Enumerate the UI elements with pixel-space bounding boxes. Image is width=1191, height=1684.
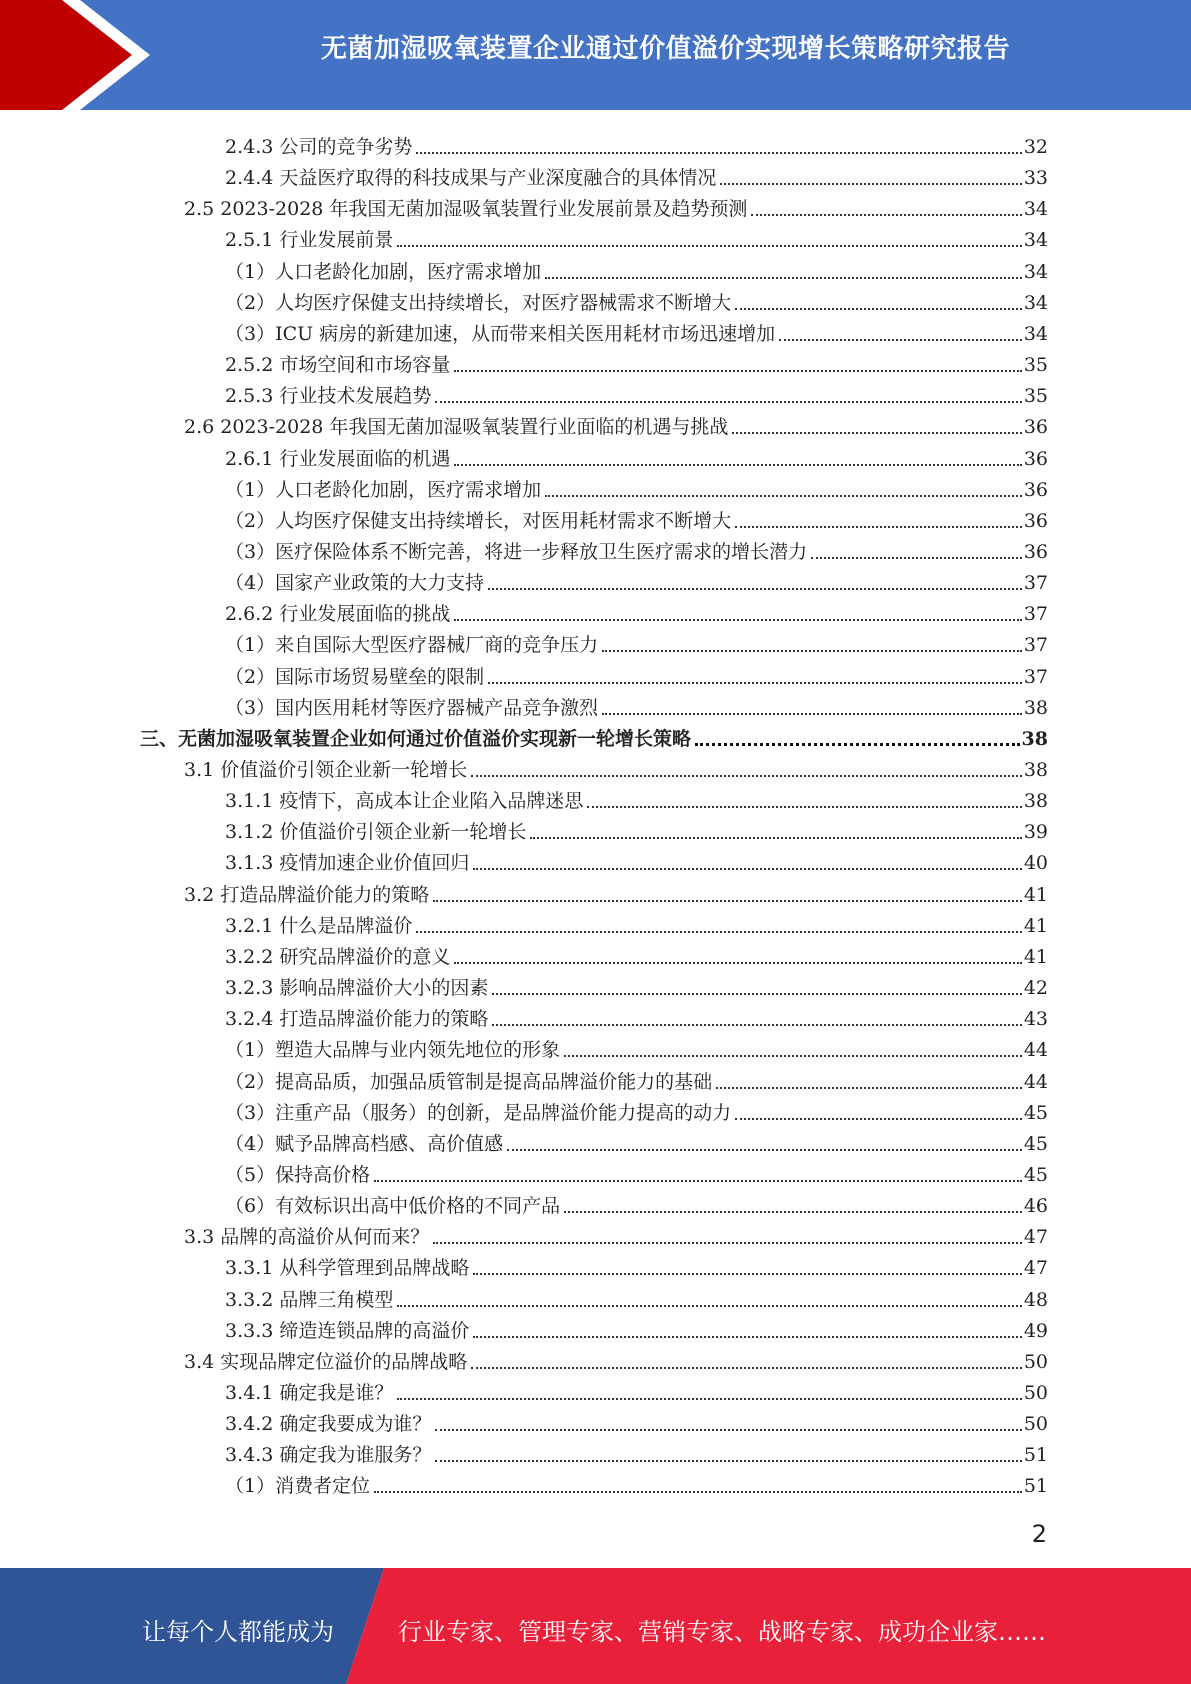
- toc-entry[interactable]: [225, 1436, 1048, 1467]
- toc-entry[interactable]: [225, 377, 1048, 408]
- toc-entry-page: 34: [1023, 291, 1048, 314]
- toc-leader-dots: [488, 682, 1022, 684]
- toc-leader-dots: [507, 1149, 1022, 1151]
- toc-entry-page: 51: [1023, 1444, 1048, 1467]
- toc-entry-page: 41: [1023, 883, 1048, 906]
- toc-entry-page: 44: [1023, 1070, 1048, 1093]
- toc-entry-label: 3.3.2 品牌三角模型: [225, 1288, 394, 1311]
- toc-entry[interactable]: [225, 1156, 1048, 1187]
- toc-entry[interactable]: [225, 471, 1048, 502]
- toc-entry-label: （4）赋予品牌高档感、高价值感: [225, 1132, 504, 1155]
- toc-entry-page: 47: [1023, 1226, 1048, 1249]
- toc-leader-dots: [374, 1491, 1022, 1493]
- toc-leader-dots: [454, 370, 1021, 372]
- toc-entry-page: 39: [1023, 821, 1048, 844]
- toc-entry-page: 47: [1023, 1257, 1048, 1280]
- toc-entry-page: 40: [1023, 852, 1048, 875]
- toc-entry-page: 45: [1023, 1163, 1048, 1186]
- toc-entry[interactable]: [225, 938, 1048, 969]
- toc-entry-label: （1）人口老龄化加剧，医疗需求增加: [225, 478, 542, 501]
- toc-entry-page: 38: [1021, 727, 1048, 750]
- toc-entry-label: 2.5 2023-2028 年我国无菌加湿吸氧装置行业发展前景及趋势预测: [184, 198, 748, 221]
- toc-entry-label: （2）提高品质，加强品质管制是提高品牌溢价能力的基础: [225, 1070, 713, 1093]
- toc-leader-dots: [587, 806, 1021, 808]
- toc-leader-dots: [454, 464, 1021, 466]
- toc-entry-page: 33: [1023, 167, 1048, 190]
- toc-entry-label: 3.4.3 确定我为谁服务？: [225, 1444, 432, 1467]
- toc-entry-label: 3.3.1 从科学管理到品牌战略: [225, 1257, 470, 1280]
- toc-entry[interactable]: [225, 284, 1048, 315]
- toc-entry-page: 36: [1023, 478, 1048, 501]
- toc-entry-page: 50: [1023, 1350, 1048, 1373]
- toc-entry-page: 38: [1023, 696, 1048, 719]
- toc-entry-page: 38: [1023, 790, 1048, 813]
- toc-entry-page: 34: [1023, 260, 1048, 283]
- toc-leader-dots: [416, 931, 1021, 933]
- toc-leader-dots: [811, 557, 1022, 559]
- toc-leader-dots: [473, 1336, 1021, 1338]
- toc-entry-label: （3）ICU 病房的新建加速，从而带来相关医用耗材市场迅速增加: [225, 322, 776, 345]
- toc-entry-page: 37: [1023, 603, 1048, 626]
- toc-entry[interactable]: [225, 346, 1048, 377]
- toc-leader-dots: [473, 1273, 1021, 1275]
- toc-leader-dots: [397, 245, 1021, 247]
- toc-entry-page: 34: [1023, 322, 1048, 345]
- toc-leader-dots: [492, 1024, 1021, 1026]
- footer-slogan-left: 让每个人都能成为: [142, 1618, 334, 1646]
- footer-slogan-right: 行业专家、管理专家、营销专家、战略专家、成功企业家……: [398, 1618, 1046, 1646]
- toc-entry-label: 3.2.2 研究品牌溢价的意义: [225, 945, 451, 968]
- toc-entry-label: 2.5.3 行业技术发展趋势: [225, 385, 432, 408]
- toc-leader-dots: [545, 495, 1022, 497]
- toc-entry-page: 34: [1023, 229, 1048, 252]
- toc-entry-page: 37: [1023, 572, 1048, 595]
- toc-entry[interactable]: [225, 813, 1048, 844]
- toc-entry[interactable]: [184, 1343, 1048, 1374]
- toc-entry-label: 3.3.3 缔造连锁品牌的高溢价: [225, 1319, 470, 1342]
- toc-leader-dots: [397, 1305, 1021, 1307]
- toc-leader-dots: [488, 588, 1022, 590]
- toc-entry[interactable]: [225, 1405, 1048, 1436]
- toc-entry-label: 3.2 打造品牌溢价能力的策略: [184, 883, 430, 906]
- toc-entry-label: （2）国际市场贸易壁垒的限制: [225, 665, 485, 688]
- toc-leader-dots: [435, 401, 1021, 403]
- toc-entry[interactable]: [225, 969, 1048, 1000]
- toc-entry-label: （1）人口老龄化加剧，医疗需求增加: [225, 260, 542, 283]
- toc-entry[interactable]: [225, 1467, 1048, 1498]
- toc-entry[interactable]: [225, 844, 1048, 875]
- toc-leader-dots: [397, 1398, 1021, 1400]
- toc-entry-page: 38: [1023, 759, 1048, 781]
- toc-entry[interactable]: [225, 595, 1048, 626]
- toc-entry-label: 3.1.3 疫情加速企业价值回归: [225, 852, 470, 875]
- toc-entry[interactable]: [225, 1187, 1048, 1218]
- toc-entry-label: 3.3 品牌的高溢价从何而来？: [184, 1226, 430, 1249]
- toc-entry-label: 2.4.4 天益医疗取得的科技成果与产业深度融合的具体情况: [225, 167, 717, 190]
- toc-entry-page: 32: [1023, 136, 1048, 158]
- toc-entry-page: 34: [1023, 198, 1048, 221]
- toc-leader-dots: [435, 1429, 1021, 1431]
- toc-entry[interactable]: [225, 128, 1048, 159]
- toc-entry-label: 2.6 2023-2028 年我国无菌加湿吸氧装置行业面临的机遇与挑战: [184, 416, 729, 439]
- toc-leader-dots: [735, 1118, 1022, 1120]
- toc-entry-label: 3.2.3 影响品牌溢价大小的因素: [225, 977, 489, 1000]
- page-number: 2: [1031, 1520, 1047, 1548]
- toc-entry[interactable]: [225, 782, 1048, 813]
- toc-entry-page: 51: [1023, 1475, 1048, 1498]
- toc-entry[interactable]: [184, 751, 1048, 782]
- page-footer: [0, 1568, 1191, 1684]
- toc-entry-page: 42: [1023, 977, 1048, 1000]
- toc-entry-label: （5）保持高价格: [225, 1163, 371, 1186]
- toc-entry[interactable]: [225, 315, 1048, 346]
- toc-leader-dots: [716, 1087, 1022, 1089]
- toc-leader-dots: [695, 743, 1020, 746]
- toc-entry-page: 44: [1023, 1039, 1048, 1062]
- toc-entry[interactable]: [225, 564, 1048, 595]
- toc-entry-label: 2.5.2 市场空间和市场容量: [225, 354, 451, 377]
- toc-entry[interactable]: [184, 876, 1048, 907]
- toc-entry[interactable]: [225, 440, 1048, 471]
- toc-leader-dots: [433, 1242, 1022, 1244]
- toc-entry[interactable]: [184, 190, 1048, 221]
- toc-leader-dots: [435, 1460, 1021, 1462]
- toc-entry-page: 43: [1023, 1008, 1048, 1031]
- toc-entry-page: 36: [1023, 416, 1048, 439]
- toc-entry[interactable]: [225, 1281, 1048, 1312]
- toc-leader-dots: [454, 962, 1021, 964]
- toc-leader-dots: [779, 339, 1022, 341]
- toc-entry-page: 50: [1023, 1382, 1048, 1404]
- toc-leader-dots: [602, 650, 1022, 652]
- toc-entry-page: 48: [1023, 1288, 1048, 1311]
- toc-entry[interactable]: [184, 1218, 1048, 1249]
- toc-leader-dots: [735, 308, 1022, 310]
- toc-entry-label: 2.6.2 行业发展面临的挑战: [225, 603, 451, 626]
- toc-leader-dots: [602, 713, 1022, 715]
- toc-leader-dots: [564, 1211, 1022, 1213]
- toc-entry[interactable]: [225, 1094, 1048, 1125]
- toc-leader-dots: [564, 1055, 1022, 1057]
- page-header: [0, 0, 1191, 110]
- toc-entry[interactable]: [225, 658, 1048, 689]
- toc-entry-label: （1）来自国际大型医疗器械厂商的竞争压力: [225, 634, 599, 657]
- toc-entry-label: （1）塑造大品牌与业内领先地位的形象: [225, 1039, 561, 1062]
- toc-entry-page: 35: [1023, 354, 1048, 377]
- toc-leader-dots: [720, 183, 1021, 185]
- toc-entry[interactable]: [184, 408, 1048, 439]
- toc-entry[interactable]: [225, 1031, 1048, 1062]
- toc-entry-page: 37: [1023, 665, 1048, 688]
- toc-entry[interactable]: [225, 502, 1048, 533]
- toc-leader-dots: [433, 900, 1022, 902]
- toc-entry-label: 3.4.2 确定我要成为谁？: [225, 1413, 432, 1436]
- toc-entry-label: （6）有效标识出高中低价格的不同产品: [225, 1195, 561, 1218]
- toc-entry[interactable]: [225, 253, 1048, 284]
- toc-entry-label: 3.4.1 确定我是谁？: [225, 1382, 394, 1404]
- toc-entry-label: 3.1.2 价值溢价引领企业新一轮增长: [225, 821, 527, 844]
- toc-leader-dots: [471, 775, 1022, 777]
- toc-entry-label: （3）国内医用耗材等医疗器械产品竞争激烈: [225, 696, 599, 719]
- toc-entry[interactable]: [225, 1063, 1048, 1094]
- toc-entry[interactable]: [225, 1312, 1048, 1343]
- toc-entry-label: 2.6.1 行业发展面临的机遇: [225, 447, 451, 470]
- toc-entry-page: 45: [1023, 1101, 1048, 1124]
- toc-entry-label: （1）消费者定位: [225, 1475, 371, 1498]
- toc-leader-dots: [545, 277, 1022, 279]
- toc-entry-label: 3.1 价值溢价引领企业新一轮增长: [184, 759, 468, 781]
- toc-leader-dots: [473, 868, 1021, 870]
- toc-entry-page: 41: [1023, 945, 1048, 968]
- toc-entry-page: 46: [1023, 1195, 1048, 1218]
- toc-entry-label: （3）医疗保险体系不断完善，将进一步释放卫生医疗需求的增长潜力: [225, 540, 808, 563]
- toc-entry-label: 3.2.4 打造品牌溢价能力的策略: [225, 1008, 489, 1031]
- toc-entry-label: （3）注重产品（服务）的创新，是品牌溢价能力提高的动力: [225, 1101, 732, 1124]
- toc-entry-label: 2.4.3 公司的竞争劣势: [225, 136, 413, 158]
- toc-entry-page: 36: [1023, 540, 1048, 563]
- toc-entry[interactable]: [225, 689, 1048, 720]
- toc-entry[interactable]: [225, 1000, 1048, 1031]
- toc-entry[interactable]: [225, 626, 1048, 657]
- toc-entry[interactable]: [225, 159, 1048, 190]
- toc-leader-dots: [454, 619, 1021, 621]
- toc-entry[interactable]: [225, 533, 1048, 564]
- toc-leader-dots: [732, 432, 1021, 434]
- toc-entry-page: 41: [1023, 914, 1048, 937]
- toc-entry[interactable]: [225, 1125, 1048, 1156]
- toc-entry[interactable]: [225, 1249, 1048, 1280]
- toc-entry-label: 3.2.1 什么是品牌溢价: [225, 914, 413, 937]
- toc-entry-page: 45: [1023, 1132, 1048, 1155]
- toc-entry[interactable]: [225, 221, 1048, 252]
- toc-leader-dots: [374, 1180, 1022, 1182]
- toc-entry-label: 三、无菌加湿吸氧装置企业如何通过价值溢价实现新一轮增长策略: [140, 727, 692, 750]
- toc-leader-dots: [751, 214, 1021, 216]
- toc-entry-page: 35: [1023, 385, 1048, 408]
- toc-entry[interactable]: [140, 720, 1048, 751]
- toc-entry-label: 3.1.1 疫情下，高成本让企业陷入品牌迷思: [225, 790, 584, 813]
- toc-entry-page: 37: [1023, 634, 1048, 657]
- toc-leader-dots: [492, 993, 1021, 995]
- toc-entry[interactable]: [225, 1374, 1048, 1405]
- toc-entry-label: （2）人均医疗保健支出持续增长，对医疗器械需求不断增大: [225, 291, 732, 314]
- toc-entry-page: 36: [1023, 509, 1048, 532]
- toc-entry-page: 36: [1023, 447, 1048, 470]
- toc-entry-label: （4）国家产业政策的大力支持: [225, 572, 485, 595]
- toc-entry-label: 2.5.1 行业发展前景: [225, 229, 394, 252]
- toc-entry[interactable]: [225, 907, 1048, 938]
- toc-leader-dots: [530, 837, 1021, 839]
- toc-entry-page: 50: [1023, 1413, 1048, 1436]
- toc-leader-dots: [416, 152, 1021, 154]
- toc-entry-label: 3.4 实现品牌定位溢价的品牌战略: [184, 1350, 468, 1373]
- toc-leader-dots: [735, 526, 1022, 528]
- toc-entry-label: （2）人均医疗保健支出持续增长，对医用耗材需求不断增大: [225, 509, 732, 532]
- report-title: 无菌加湿吸氧装置企业通过价值溢价实现增长策略研究报告: [320, 34, 1010, 64]
- toc-entry-page: 49: [1023, 1319, 1048, 1342]
- toc-leader-dots: [471, 1367, 1022, 1369]
